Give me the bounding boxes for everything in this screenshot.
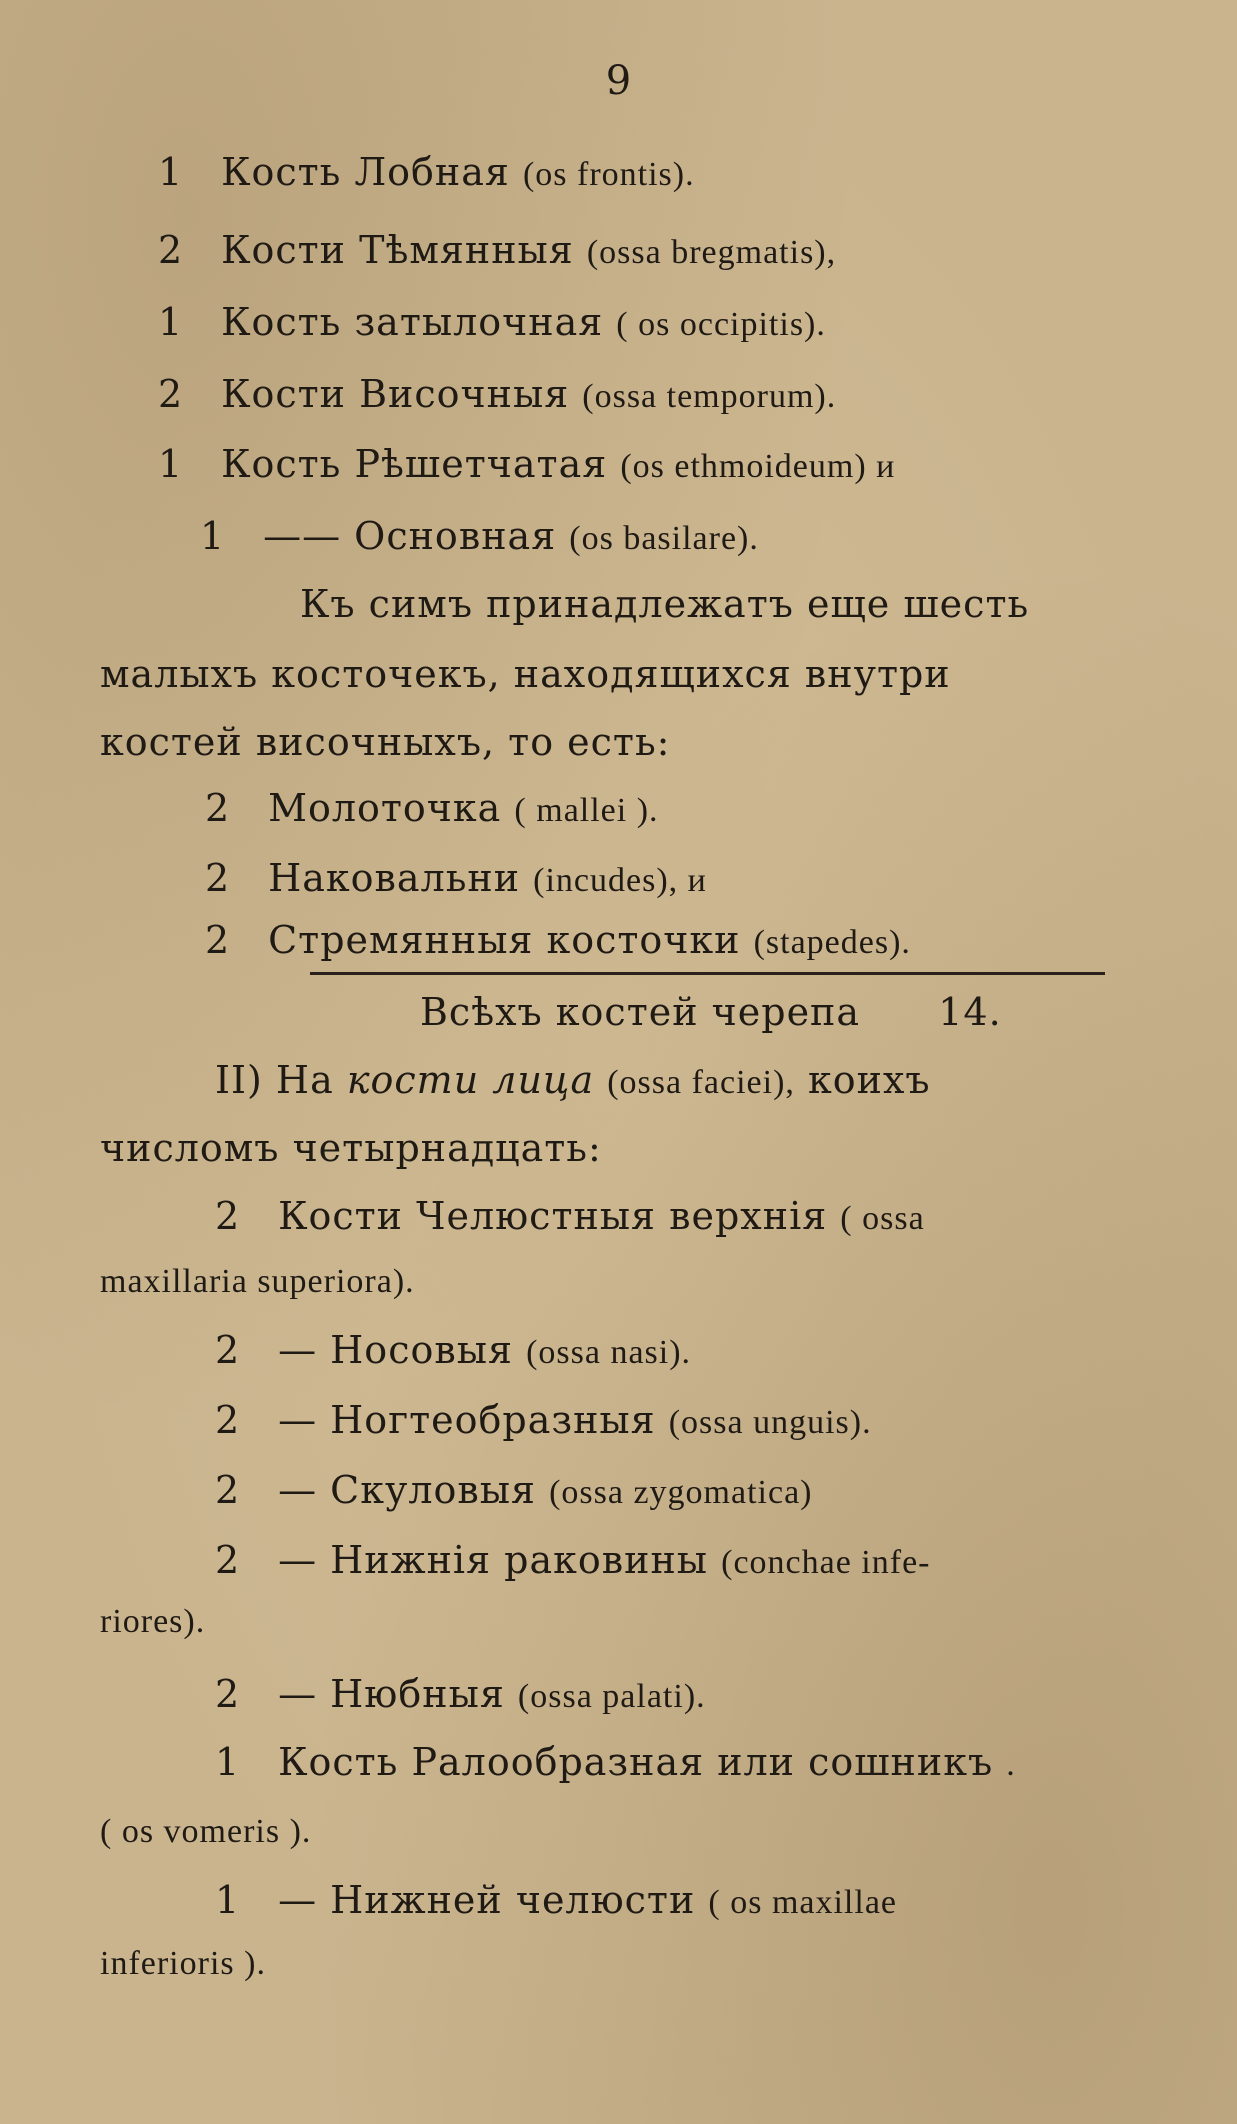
section-latin: (ossa faciei), bbox=[607, 1064, 795, 1101]
item-count: 1 bbox=[215, 1878, 241, 1922]
list-item bbox=[215, 1326, 1147, 1377]
item-name: — Нюбныя bbox=[278, 1672, 505, 1716]
item-name: Кости Челюстныя верхнія bbox=[278, 1194, 828, 1238]
paragraph-line: числомъ четырнадцать: bbox=[100, 1126, 602, 1170]
item-name: Кости Тѣмянныя bbox=[221, 228, 574, 272]
item-count: 2 bbox=[205, 856, 231, 900]
list-item bbox=[158, 370, 1147, 421]
item-name: Кость затылочная bbox=[221, 300, 604, 344]
list-item bbox=[205, 916, 1147, 967]
item-latin: (os ethmoideum) и bbox=[620, 448, 896, 485]
item-name: — Скуловыя bbox=[278, 1468, 536, 1512]
item-count: 1 bbox=[158, 150, 184, 194]
list-item bbox=[205, 784, 1147, 835]
paragraph-line: малыхъ косточекъ, находящихся внутри bbox=[100, 652, 951, 696]
list-item bbox=[215, 1466, 1147, 1517]
item-latin: (os frontis). bbox=[522, 156, 695, 193]
item-count: 2 bbox=[158, 372, 184, 416]
item-count: 2 bbox=[215, 1468, 241, 1512]
list-item bbox=[205, 854, 1147, 905]
item-latin: (incudes), и bbox=[533, 862, 707, 899]
item-latin: (os basilare). bbox=[569, 520, 759, 557]
item-name: Наковальни bbox=[268, 856, 521, 900]
item-name: Стремянныя косточки bbox=[268, 918, 741, 962]
item-latin: (stapedes). bbox=[753, 924, 911, 961]
item-latin: (ossa zygomatica) bbox=[549, 1474, 813, 1511]
total-line bbox=[420, 988, 1147, 1036]
item-count: 2 bbox=[158, 228, 184, 272]
item-count: 2 bbox=[205, 918, 231, 962]
item-latin: (ossa unguis). bbox=[668, 1404, 872, 1441]
section-heading bbox=[215, 1056, 1147, 1107]
item-latin: (ossa bregmatis), bbox=[586, 234, 837, 271]
list-item bbox=[158, 440, 1147, 491]
page-number: 9 bbox=[605, 58, 632, 104]
list-item bbox=[200, 512, 1147, 563]
item-latin: ( os occipitis). bbox=[616, 306, 826, 343]
list-item bbox=[215, 1396, 1147, 1447]
item-count: 2 bbox=[205, 786, 231, 830]
item-count: 1 bbox=[200, 514, 226, 558]
section-emphasis: кости лица bbox=[346, 1058, 595, 1102]
item-name: Кость Рѣшетчатая bbox=[221, 442, 608, 486]
item-count: 1 bbox=[158, 300, 184, 344]
total-label: Всѣхъ костей черепа bbox=[420, 990, 861, 1034]
list-item bbox=[215, 1876, 1147, 1927]
item-name: Молоточка bbox=[268, 786, 502, 830]
item-count: 1 bbox=[158, 442, 184, 486]
list-item bbox=[158, 226, 1147, 277]
list-item bbox=[215, 1192, 1147, 1243]
item-latin: (ossa palati). bbox=[517, 1678, 706, 1715]
item-latin: (conchae infe- bbox=[721, 1544, 931, 1581]
list-item bbox=[215, 1738, 1147, 1789]
list-item bbox=[158, 298, 1147, 349]
item-continuation: riores). bbox=[100, 1603, 206, 1640]
list-item bbox=[158, 148, 1147, 199]
item-name: — Нижнія раковины bbox=[278, 1538, 709, 1582]
paragraph-line: костей височныхъ, то есть: bbox=[100, 720, 671, 764]
item-continuation: maxillaria superiora). bbox=[100, 1263, 415, 1300]
item-latin: (ossa temporum). bbox=[582, 378, 837, 415]
item-latin: ( mallei ). bbox=[514, 792, 659, 829]
item-name: Кости Височныя bbox=[221, 372, 570, 416]
item-continuation: ( os vomeris ). bbox=[100, 1813, 312, 1850]
item-count: 2 bbox=[215, 1328, 241, 1372]
item-name: — Ногтеобразныя bbox=[278, 1398, 656, 1442]
item-name: —— Основная bbox=[263, 514, 557, 558]
item-name: — Нижней челюсти bbox=[278, 1878, 696, 1922]
item-count: 1 bbox=[215, 1740, 241, 1784]
section-lead: II) На bbox=[215, 1058, 334, 1102]
divider-rule bbox=[310, 972, 1105, 975]
list-item bbox=[215, 1536, 1147, 1587]
item-latin: ( os maxillae bbox=[708, 1884, 898, 1921]
item-name: Кость Лобная bbox=[221, 150, 510, 194]
item-name: Кость Ралообразная или сошникъ bbox=[278, 1740, 994, 1784]
paragraph-line: Къ симъ принадлежатъ еще шесть bbox=[300, 582, 1030, 626]
section-rest: коихъ bbox=[807, 1058, 931, 1102]
item-latin: ( ossa bbox=[840, 1200, 925, 1237]
item-continuation: inferioris ). bbox=[100, 1945, 266, 1982]
item-count: 2 bbox=[215, 1194, 241, 1238]
item-latin: (ossa nasi). bbox=[526, 1334, 692, 1371]
item-count: 2 bbox=[215, 1398, 241, 1442]
list-item bbox=[215, 1670, 1147, 1721]
item-latin: . bbox=[1006, 1746, 1016, 1783]
item-count: 2 bbox=[215, 1672, 241, 1716]
item-name: — Носовыя bbox=[278, 1328, 513, 1372]
item-count: 2 bbox=[215, 1538, 241, 1582]
total-value: 14. bbox=[938, 990, 1002, 1034]
